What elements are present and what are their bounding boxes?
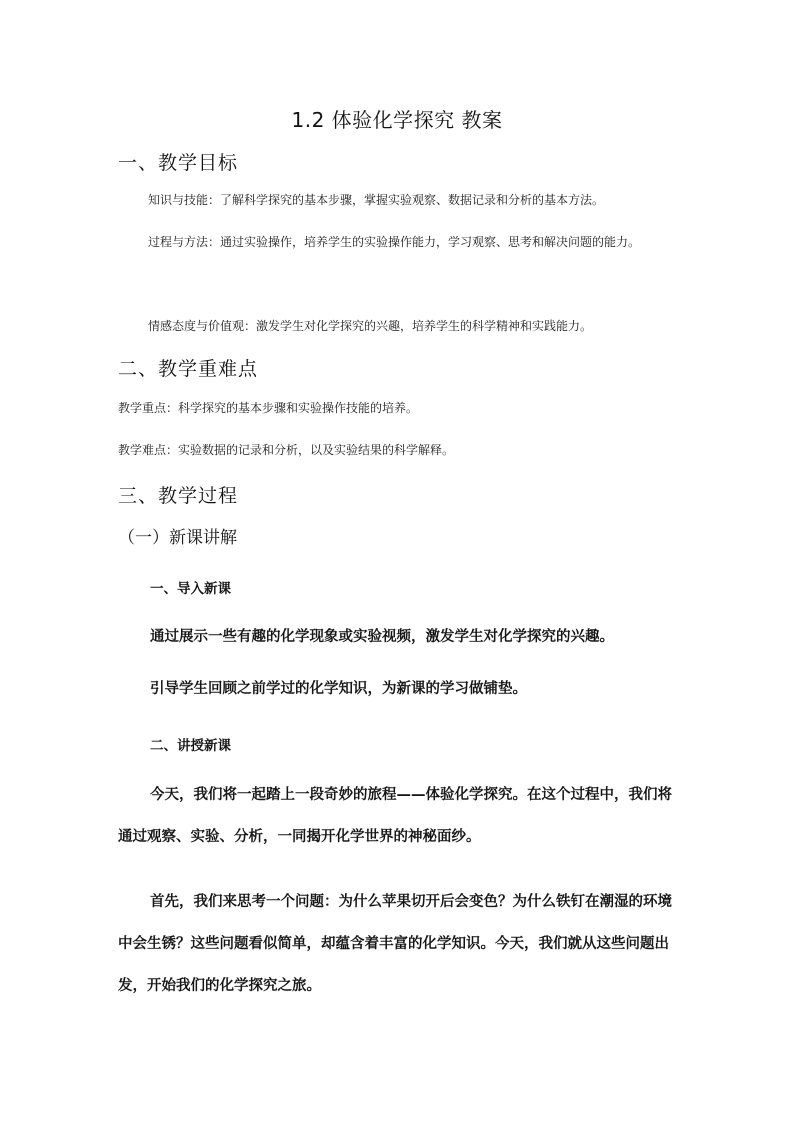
intro-paragraph-2: 引导学生回顾之前学过的化学知识，为新课的学习做铺垫。 [150, 681, 527, 697]
intro-paragraph-1: 通过展示一些有趣的化学现象或实验视频，激发学生对化学探究的兴趣。 [150, 629, 614, 645]
key-point: 教学重点：科学探究的基本步骤和实验操作技能的培养。 [118, 401, 419, 415]
step-heading-teaching: 二、讲授新课 [150, 738, 231, 754]
objective-knowledge: 知识与技能：了解科学探究的基本步骤，掌握实验观察、数据记录和分析的基本方法。 [148, 193, 605, 207]
objective-emotion: 情感态度与价值观：激发学生对化学探究的兴趣，培养学生的科学精神和实践能力。 [148, 319, 593, 333]
teaching-paragraph-2: 首先，我们来思考一个问题：为什么苹果切开后会变色？为什么铁钉在潮湿的环境中会生锈？这些问题看似简单，却蕴含着丰富的化学知识。今天，我们就从这些问题出发，开始我们的化学探究之旅。 [118, 894, 672, 994]
objective-process: 过程与方法：通过实验操作，培养学生的实验操作能力，学习观察、思考和解决问题的能力。 [148, 235, 641, 249]
teaching-paragraph-1: 今天，我们将一起踏上一段奇妙的旅程——体验化学探究。在这个过程中，我们将通过观察、实验、分析，一同揭开化学世界的神秘面纱。 [118, 787, 672, 845]
document-title: 1.2 体验化学探究 教案 [291, 108, 503, 132]
section-heading-objectives: 一、教学目标 [118, 152, 239, 174]
section-heading-process: 三、教学过程 [118, 485, 239, 507]
step-heading-intro: 一、导入新课 [150, 581, 231, 597]
section-heading-key-points: 二、教学重难点 [118, 358, 259, 380]
difficulty-point: 教学难点：实验数据的记录和分析，以及实验结果的科学解释。 [118, 443, 455, 457]
subsection-heading-new-lesson: （一）新课讲解 [118, 528, 237, 548]
